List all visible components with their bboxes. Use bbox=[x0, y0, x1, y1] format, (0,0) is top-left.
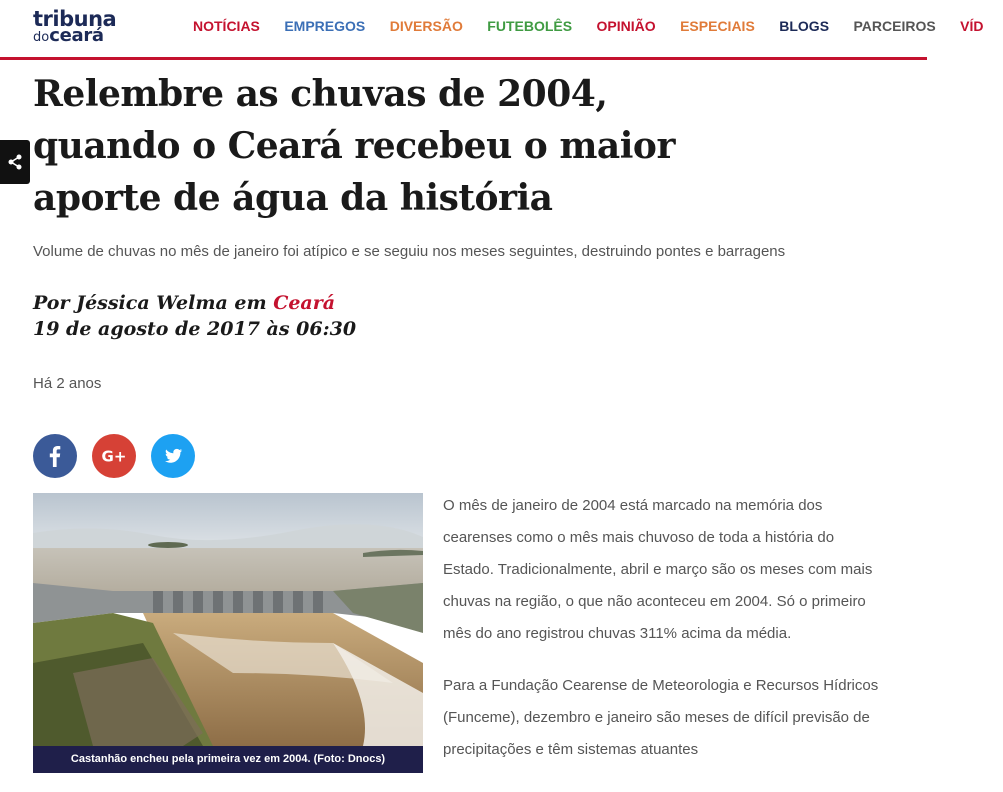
nav-item-blogs[interactable]: BLOGS bbox=[779, 18, 830, 34]
svg-text:G+: G+ bbox=[101, 447, 127, 466]
article-title: Relembre as chuvas de 2004, quando o Ceará recebeu o maior aporte de água da história bbox=[33, 73, 675, 219]
article-byline bbox=[33, 290, 356, 342]
site-header bbox=[0, 0, 984, 60]
twitter-icon bbox=[151, 434, 195, 478]
byline-author-line bbox=[33, 290, 356, 316]
main-nav bbox=[193, 18, 1003, 36]
logo-text-ceara: ceará bbox=[49, 25, 104, 46]
share-icon bbox=[7, 154, 23, 170]
twitter-share-button[interactable] bbox=[151, 434, 195, 478]
article-image bbox=[33, 493, 423, 773]
article-body bbox=[443, 490, 883, 786]
article-paragraph-2: Para a Fundação Cearense de Meteorologia e Recursos Hídricos (Funceme), dezembro e janeiro são meses de difícil previsão de precipitações e têm sistemas atuantes bbox=[443, 677, 879, 758]
facebook-icon bbox=[33, 434, 77, 478]
nav-item-parceiros[interactable]: PARCEIROS bbox=[853, 18, 936, 34]
nav-item-especiais[interactable]: ESPECIAIS bbox=[680, 18, 755, 34]
site-logo[interactable] bbox=[33, 8, 123, 48]
article-paragraph-1: O mês de janeiro de 2004 está marcado na memória dos cearenses como o mês mais chuvoso de toda a história do Estado. Tradicionalmente, abril e março são os meses com mais chuvas na região, o que não aconteceu em 2004. Só o primeiro mês do ano registrou chuvas 311% acima da média. bbox=[443, 497, 873, 642]
share-side-button[interactable] bbox=[0, 140, 30, 184]
google-plus-icon bbox=[92, 434, 136, 478]
image-caption: Castanhão encheu pela primeira vez em 2004. (Foto: Dnocs) bbox=[33, 746, 423, 773]
relative-time: Há 2 anos bbox=[33, 375, 102, 392]
byline-author: Por Jéssica Welma em bbox=[33, 292, 267, 314]
google-plus-share-button[interactable] bbox=[92, 434, 136, 478]
logo-text-bottom bbox=[33, 25, 104, 46]
nav-item-empregos[interactable]: EMPREGOS bbox=[284, 18, 366, 34]
logo-text-do: do bbox=[33, 30, 50, 45]
byline-category-link[interactable]: Ceará bbox=[273, 292, 336, 314]
nav-item-futebolês[interactable]: FUTEBOLÊS bbox=[487, 18, 573, 34]
facebook-share-button[interactable] bbox=[33, 434, 77, 478]
nav-item-videos[interactable]: VÍD bbox=[960, 18, 984, 34]
nav-item-opiniao[interactable]: OPINIÃO bbox=[596, 18, 656, 34]
article-subtitle: Volume de chuvas no mês de janeiro foi atípico e se seguiu nos meses seguintes, destruindo pontes e barragens bbox=[33, 243, 786, 260]
dam-photo bbox=[33, 493, 423, 773]
nav-item-diversao[interactable]: DIVERSÃO bbox=[389, 18, 463, 34]
logo-text-top: tribuna bbox=[33, 7, 117, 31]
nav-item-noticias[interactable]: NOTÍCIAS bbox=[193, 18, 260, 34]
article-date: 19 de agosto de 2017 às 06:30 bbox=[33, 318, 357, 340]
